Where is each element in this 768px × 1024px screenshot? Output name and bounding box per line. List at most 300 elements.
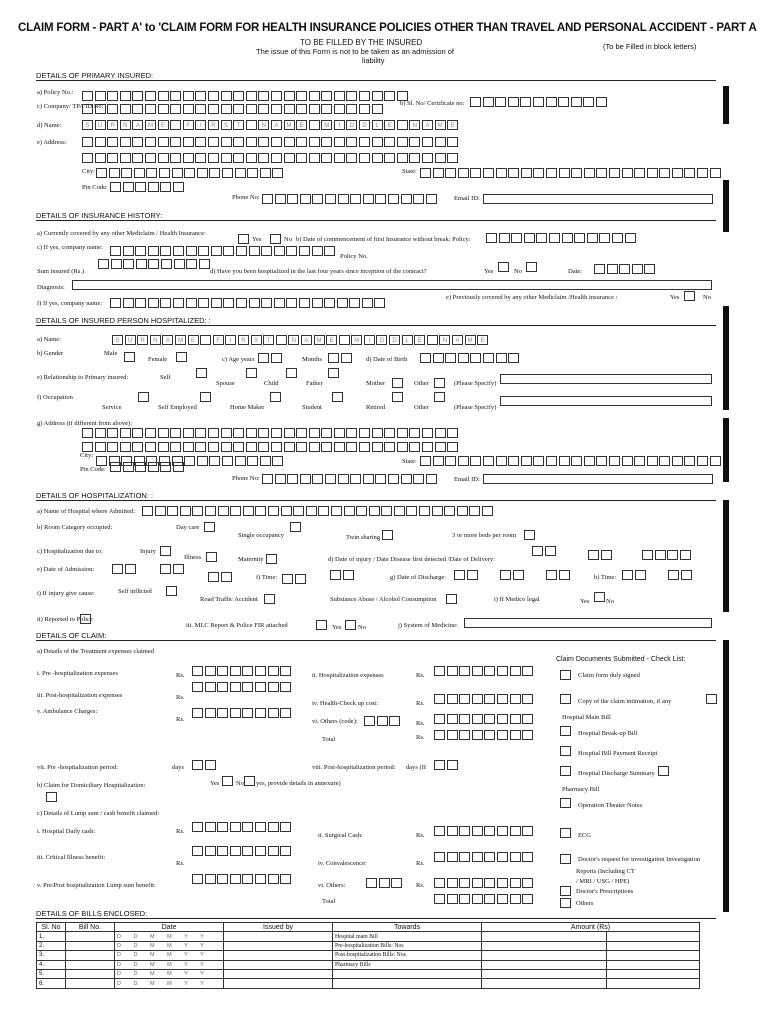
char-box[interactable] <box>497 694 508 704</box>
char-box[interactable] <box>148 259 159 269</box>
char-box[interactable] <box>545 546 556 556</box>
char-box[interactable] <box>324 246 335 256</box>
char-box[interactable] <box>230 708 241 718</box>
char-box[interactable] <box>321 91 332 101</box>
char-box[interactable] <box>230 822 241 832</box>
char-box[interactable] <box>510 666 521 676</box>
char-box[interactable] <box>172 168 183 178</box>
char-box[interactable]: T <box>233 120 244 130</box>
char-box[interactable] <box>445 456 456 466</box>
cell-date[interactable]: D D M M Y Y <box>115 979 224 988</box>
char-box[interactable] <box>200 335 211 345</box>
char-box[interactable]: M <box>351 335 362 345</box>
person-state-boxes[interactable] <box>420 456 722 466</box>
char-box[interactable]: M <box>465 335 476 345</box>
char-box[interactable]: A <box>132 120 143 130</box>
char-box[interactable] <box>356 506 367 516</box>
char-box[interactable] <box>148 462 159 472</box>
daily-cash-amount[interactable] <box>192 822 293 832</box>
char-box[interactable] <box>447 730 458 740</box>
char-box[interactable] <box>447 153 458 163</box>
mlc-yes-checkbox[interactable] <box>316 620 327 630</box>
char-box[interactable] <box>296 153 307 163</box>
char-box[interactable] <box>242 874 253 884</box>
char-box[interactable] <box>246 120 257 130</box>
char-box[interactable] <box>286 246 297 256</box>
char-box[interactable] <box>268 682 279 692</box>
char-box[interactable] <box>198 298 209 308</box>
pre-hosp-amount[interactable] <box>192 666 293 676</box>
illness-checkbox[interactable] <box>206 552 217 562</box>
char-box[interactable] <box>571 168 582 178</box>
char-box[interactable] <box>95 153 106 163</box>
char-box[interactable] <box>123 298 134 308</box>
char-box[interactable] <box>377 716 388 726</box>
day-care-checkbox[interactable] <box>204 522 215 532</box>
char-box[interactable] <box>522 826 533 836</box>
char-box[interactable] <box>123 259 134 269</box>
char-box[interactable] <box>249 298 260 308</box>
char-box[interactable] <box>121 168 132 178</box>
char-box[interactable] <box>391 878 402 888</box>
char-box[interactable] <box>401 474 412 484</box>
char-box[interactable] <box>309 104 320 114</box>
char-box[interactable] <box>334 137 345 147</box>
discharge-dd[interactable] <box>454 570 479 580</box>
char-box[interactable] <box>312 474 323 484</box>
char-box[interactable] <box>135 298 146 308</box>
char-box[interactable] <box>280 666 291 676</box>
rel-spouse-checkbox[interactable] <box>246 368 257 378</box>
char-box[interactable] <box>110 182 121 192</box>
char-box[interactable] <box>337 298 348 308</box>
char-box[interactable] <box>483 97 494 107</box>
char-box[interactable] <box>296 104 307 114</box>
char-box[interactable] <box>233 91 244 101</box>
char-box[interactable] <box>158 137 169 147</box>
char-box[interactable] <box>583 97 594 107</box>
discharge-yy[interactable] <box>546 570 571 580</box>
cell-bill-no[interactable] <box>66 960 115 969</box>
char-box[interactable] <box>135 246 146 256</box>
char-box[interactable] <box>184 168 195 178</box>
rel-self-checkbox[interactable] <box>196 368 207 378</box>
char-box[interactable] <box>522 714 533 724</box>
person-name-boxes[interactable] <box>112 335 490 345</box>
char-box[interactable] <box>195 442 206 452</box>
char-box[interactable] <box>195 91 206 101</box>
char-box[interactable] <box>211 246 222 256</box>
char-box[interactable] <box>233 153 244 163</box>
char-box[interactable] <box>268 506 279 516</box>
char-box[interactable] <box>160 462 171 472</box>
char-box[interactable] <box>300 474 311 484</box>
char-box[interactable] <box>510 852 521 862</box>
char-box[interactable] <box>341 353 352 363</box>
char-box[interactable] <box>132 104 143 114</box>
char-box[interactable] <box>107 428 118 438</box>
pin-boxes[interactable] <box>110 182 186 192</box>
char-box[interactable] <box>274 246 285 256</box>
cell-issued-by[interactable] <box>224 969 333 978</box>
char-box[interactable] <box>372 442 383 452</box>
char-box[interactable] <box>155 506 166 516</box>
char-box[interactable] <box>522 666 533 676</box>
char-box[interactable] <box>459 730 470 740</box>
char-box[interactable]: E <box>158 120 169 130</box>
char-box[interactable] <box>459 878 470 888</box>
char-box[interactable] <box>375 194 386 204</box>
char-box[interactable] <box>145 153 156 163</box>
char-box[interactable] <box>246 91 257 101</box>
char-box[interactable] <box>160 298 171 308</box>
company-name-boxes[interactable] <box>110 246 337 256</box>
char-box[interactable] <box>134 168 145 178</box>
char-box[interactable] <box>634 456 645 466</box>
char-box[interactable] <box>469 506 480 516</box>
char-box[interactable] <box>271 428 282 438</box>
char-box[interactable] <box>559 570 570 580</box>
char-box[interactable] <box>255 874 266 884</box>
char-box[interactable] <box>255 822 266 832</box>
injury-date-yy[interactable] <box>642 550 692 560</box>
char-box[interactable] <box>359 428 370 438</box>
char-box[interactable] <box>635 570 646 580</box>
char-box[interactable] <box>596 97 607 107</box>
occ-service-checkbox[interactable] <box>138 392 149 402</box>
char-box[interactable] <box>272 168 283 178</box>
char-box[interactable] <box>271 104 282 114</box>
char-box[interactable] <box>397 428 408 438</box>
char-box[interactable] <box>183 442 194 452</box>
char-box[interactable] <box>495 97 506 107</box>
checklist-payment-checkbox[interactable] <box>560 746 571 756</box>
char-box[interactable] <box>82 442 93 452</box>
char-box[interactable] <box>500 570 511 580</box>
char-box[interactable] <box>510 894 521 904</box>
char-box[interactable] <box>246 428 257 438</box>
char-box[interactable] <box>375 474 386 484</box>
char-box[interactable] <box>497 666 508 676</box>
char-box[interactable] <box>594 264 605 274</box>
char-box[interactable]: R <box>238 335 249 345</box>
char-box[interactable] <box>209 168 220 178</box>
char-box[interactable] <box>255 682 266 692</box>
char-box[interactable] <box>120 104 131 114</box>
cell-amount-extra[interactable] <box>607 960 700 969</box>
char-box[interactable] <box>447 666 458 676</box>
char-box[interactable] <box>710 456 721 466</box>
char-box[interactable] <box>546 97 557 107</box>
char-box[interactable] <box>546 456 557 466</box>
char-box[interactable] <box>145 91 156 101</box>
char-box[interactable] <box>420 353 431 363</box>
char-box[interactable]: M <box>435 120 446 130</box>
char-box[interactable] <box>401 194 412 204</box>
char-box[interactable] <box>123 246 134 256</box>
char-box[interactable] <box>346 137 357 147</box>
prev-covered-yes-checkbox[interactable] <box>684 291 695 301</box>
char-box[interactable]: E <box>384 120 395 130</box>
domiciliary-no-checkbox[interactable] <box>244 776 255 786</box>
char-box[interactable] <box>612 233 623 243</box>
char-box[interactable]: N <box>120 120 131 130</box>
char-box[interactable] <box>208 428 219 438</box>
char-box[interactable] <box>601 550 612 560</box>
person-address-row-1[interactable] <box>82 428 460 438</box>
occ-other-checkbox[interactable] <box>434 392 445 402</box>
char-box[interactable] <box>170 428 181 438</box>
char-box[interactable] <box>524 233 535 243</box>
cell-amount-extra[interactable] <box>607 979 700 988</box>
char-box[interactable] <box>483 353 494 363</box>
char-box[interactable] <box>148 182 159 192</box>
char-box[interactable] <box>447 826 458 836</box>
char-box[interactable] <box>334 153 345 163</box>
char-box[interactable] <box>419 506 430 516</box>
char-box[interactable] <box>167 506 178 516</box>
char-box[interactable] <box>434 730 445 740</box>
char-box[interactable] <box>309 120 320 130</box>
char-box[interactable] <box>233 104 244 114</box>
checklist-investigation-checkbox[interactable] <box>560 854 571 864</box>
char-box[interactable] <box>587 233 598 243</box>
char-box[interactable] <box>346 442 357 452</box>
char-box[interactable] <box>217 846 228 856</box>
char-box[interactable] <box>384 137 395 147</box>
char-box[interactable] <box>388 194 399 204</box>
char-box[interactable] <box>546 168 557 178</box>
char-box[interactable] <box>510 730 521 740</box>
char-box[interactable] <box>655 550 666 560</box>
char-box[interactable] <box>330 570 341 580</box>
char-box[interactable] <box>258 104 269 114</box>
male-checkbox[interactable] <box>124 352 135 362</box>
char-box[interactable] <box>280 874 291 884</box>
char-box[interactable] <box>710 168 721 178</box>
total-amount[interactable] <box>434 730 535 740</box>
commencement-date-boxes[interactable] <box>486 233 637 243</box>
char-box[interactable] <box>170 91 181 101</box>
char-box[interactable]: E <box>477 335 488 345</box>
char-box[interactable]: S <box>112 335 123 345</box>
char-box[interactable] <box>619 264 630 274</box>
char-box[interactable] <box>242 682 253 692</box>
char-box[interactable] <box>413 474 424 484</box>
age-boxes[interactable] <box>258 353 283 363</box>
char-box[interactable] <box>697 456 708 466</box>
char-box[interactable] <box>522 852 533 862</box>
char-box[interactable] <box>599 233 610 243</box>
char-box[interactable] <box>211 298 222 308</box>
char-box[interactable] <box>483 168 494 178</box>
char-box[interactable] <box>255 506 266 516</box>
char-box[interactable] <box>484 714 495 724</box>
char-box[interactable] <box>331 506 342 516</box>
char-box[interactable] <box>258 442 269 452</box>
char-box[interactable]: A <box>452 335 463 345</box>
char-box[interactable] <box>521 168 532 178</box>
char-box[interactable] <box>447 760 458 770</box>
char-box[interactable] <box>427 335 438 345</box>
char-box[interactable]: I <box>195 120 206 130</box>
char-box[interactable] <box>346 428 357 438</box>
char-box[interactable] <box>217 666 228 676</box>
char-box[interactable]: A <box>422 120 433 130</box>
char-box[interactable] <box>296 137 307 147</box>
char-box[interactable] <box>359 442 370 452</box>
char-box[interactable] <box>145 442 156 452</box>
substance-checkbox[interactable] <box>446 594 457 604</box>
char-box[interactable] <box>328 353 339 363</box>
name-boxes[interactable] <box>82 120 460 130</box>
char-box[interactable] <box>346 153 357 163</box>
char-box[interactable] <box>195 104 206 114</box>
covered-yes-checkbox[interactable] <box>238 234 249 244</box>
char-box[interactable] <box>82 428 93 438</box>
char-box[interactable] <box>233 137 244 147</box>
char-box[interactable] <box>255 666 266 676</box>
char-box[interactable]: E <box>326 335 337 345</box>
char-box[interactable] <box>123 462 134 472</box>
char-box[interactable] <box>312 298 323 308</box>
char-box[interactable] <box>208 153 219 163</box>
char-box[interactable] <box>497 894 508 904</box>
char-box[interactable] <box>397 120 408 130</box>
char-box[interactable] <box>484 666 495 676</box>
char-box[interactable] <box>235 168 246 178</box>
char-box[interactable] <box>271 353 282 363</box>
char-box[interactable]: R <box>208 120 219 130</box>
pre-period-boxes[interactable] <box>192 760 217 770</box>
char-box[interactable] <box>107 104 118 114</box>
char-box[interactable] <box>199 259 210 269</box>
char-box[interactable] <box>434 878 445 888</box>
char-box[interactable]: M <box>321 120 332 130</box>
char-box[interactable] <box>459 714 470 724</box>
char-box[interactable] <box>513 570 524 580</box>
char-box[interactable] <box>312 246 323 256</box>
char-box[interactable] <box>192 682 203 692</box>
char-box[interactable] <box>343 570 354 580</box>
char-box[interactable]: N <box>288 335 299 345</box>
covered-no-checkbox[interactable] <box>270 234 281 244</box>
char-box[interactable] <box>205 506 216 516</box>
cell-amount[interactable] <box>482 932 607 941</box>
ambulance-amount[interactable] <box>192 708 293 718</box>
medico-yes-checkbox[interactable] <box>594 592 605 602</box>
policy-no-boxes[interactable] <box>82 91 409 101</box>
char-box[interactable] <box>549 233 560 243</box>
checklist-prescription-checkbox[interactable] <box>560 886 571 896</box>
char-box[interactable] <box>596 456 607 466</box>
cell-bill-no[interactable] <box>66 951 115 960</box>
checklist-breakup-checkbox[interactable] <box>560 726 571 736</box>
char-box[interactable] <box>472 666 483 676</box>
char-box[interactable]: A <box>162 335 173 345</box>
char-box[interactable] <box>284 137 295 147</box>
char-box[interactable] <box>472 694 483 704</box>
char-box[interactable] <box>261 298 272 308</box>
char-box[interactable] <box>243 506 254 516</box>
char-box[interactable] <box>205 760 216 770</box>
cell-issued-by[interactable] <box>224 951 333 960</box>
char-box[interactable] <box>287 474 298 484</box>
char-box[interactable] <box>120 91 131 101</box>
char-box[interactable] <box>158 153 169 163</box>
char-box[interactable] <box>271 137 282 147</box>
cell-amount[interactable] <box>482 951 607 960</box>
char-box[interactable] <box>208 91 219 101</box>
char-box[interactable] <box>334 428 345 438</box>
char-box[interactable] <box>459 666 470 676</box>
char-box[interactable] <box>300 194 311 204</box>
char-box[interactable] <box>271 153 282 163</box>
char-box[interactable] <box>510 878 521 888</box>
char-box[interactable]: E <box>414 335 425 345</box>
char-box[interactable] <box>484 894 495 904</box>
char-box[interactable] <box>359 153 370 163</box>
sum-insured-boxes[interactable] <box>98 259 211 269</box>
char-box[interactable] <box>293 506 304 516</box>
char-box[interactable] <box>433 168 444 178</box>
cell-amount-extra[interactable] <box>607 941 700 950</box>
char-box[interactable]: M <box>175 335 186 345</box>
char-box[interactable] <box>470 168 481 178</box>
char-box[interactable] <box>82 153 93 163</box>
char-box[interactable] <box>132 153 143 163</box>
char-box[interactable] <box>447 878 458 888</box>
phone-boxes[interactable] <box>262 194 438 204</box>
char-box[interactable] <box>95 137 106 147</box>
char-box[interactable] <box>98 259 109 269</box>
char-box[interactable] <box>192 846 203 856</box>
others-amount[interactable] <box>434 714 535 724</box>
char-box[interactable] <box>459 694 470 704</box>
char-box[interactable] <box>223 246 234 256</box>
char-box[interactable] <box>132 137 143 147</box>
company-name-f-boxes[interactable] <box>110 298 387 308</box>
char-box[interactable]: I <box>364 335 375 345</box>
char-box[interactable] <box>268 846 279 856</box>
char-box[interactable] <box>379 878 390 888</box>
char-box[interactable] <box>445 168 456 178</box>
char-box[interactable] <box>287 194 298 204</box>
char-box[interactable] <box>258 91 269 101</box>
admission-time-mm[interactable] <box>330 570 355 580</box>
sl-no-boxes[interactable] <box>470 97 609 107</box>
char-box[interactable] <box>472 714 483 724</box>
char-box[interactable] <box>397 153 408 163</box>
char-box[interactable] <box>230 874 241 884</box>
admission-mm[interactable] <box>160 564 185 574</box>
char-box[interactable] <box>280 708 291 718</box>
occ-specify-field[interactable] <box>500 396 712 406</box>
char-box[interactable] <box>306 506 317 516</box>
char-box[interactable] <box>197 456 208 466</box>
char-box[interactable] <box>125 564 136 574</box>
cell-amount-extra[interactable] <box>607 932 700 941</box>
char-box[interactable] <box>420 456 431 466</box>
char-box[interactable] <box>262 474 273 484</box>
char-box[interactable] <box>667 550 678 560</box>
char-box[interactable] <box>276 335 287 345</box>
char-box[interactable] <box>186 298 197 308</box>
char-box[interactable] <box>286 298 297 308</box>
char-box[interactable] <box>458 353 469 363</box>
char-box[interactable] <box>435 137 446 147</box>
char-box[interactable] <box>195 428 206 438</box>
